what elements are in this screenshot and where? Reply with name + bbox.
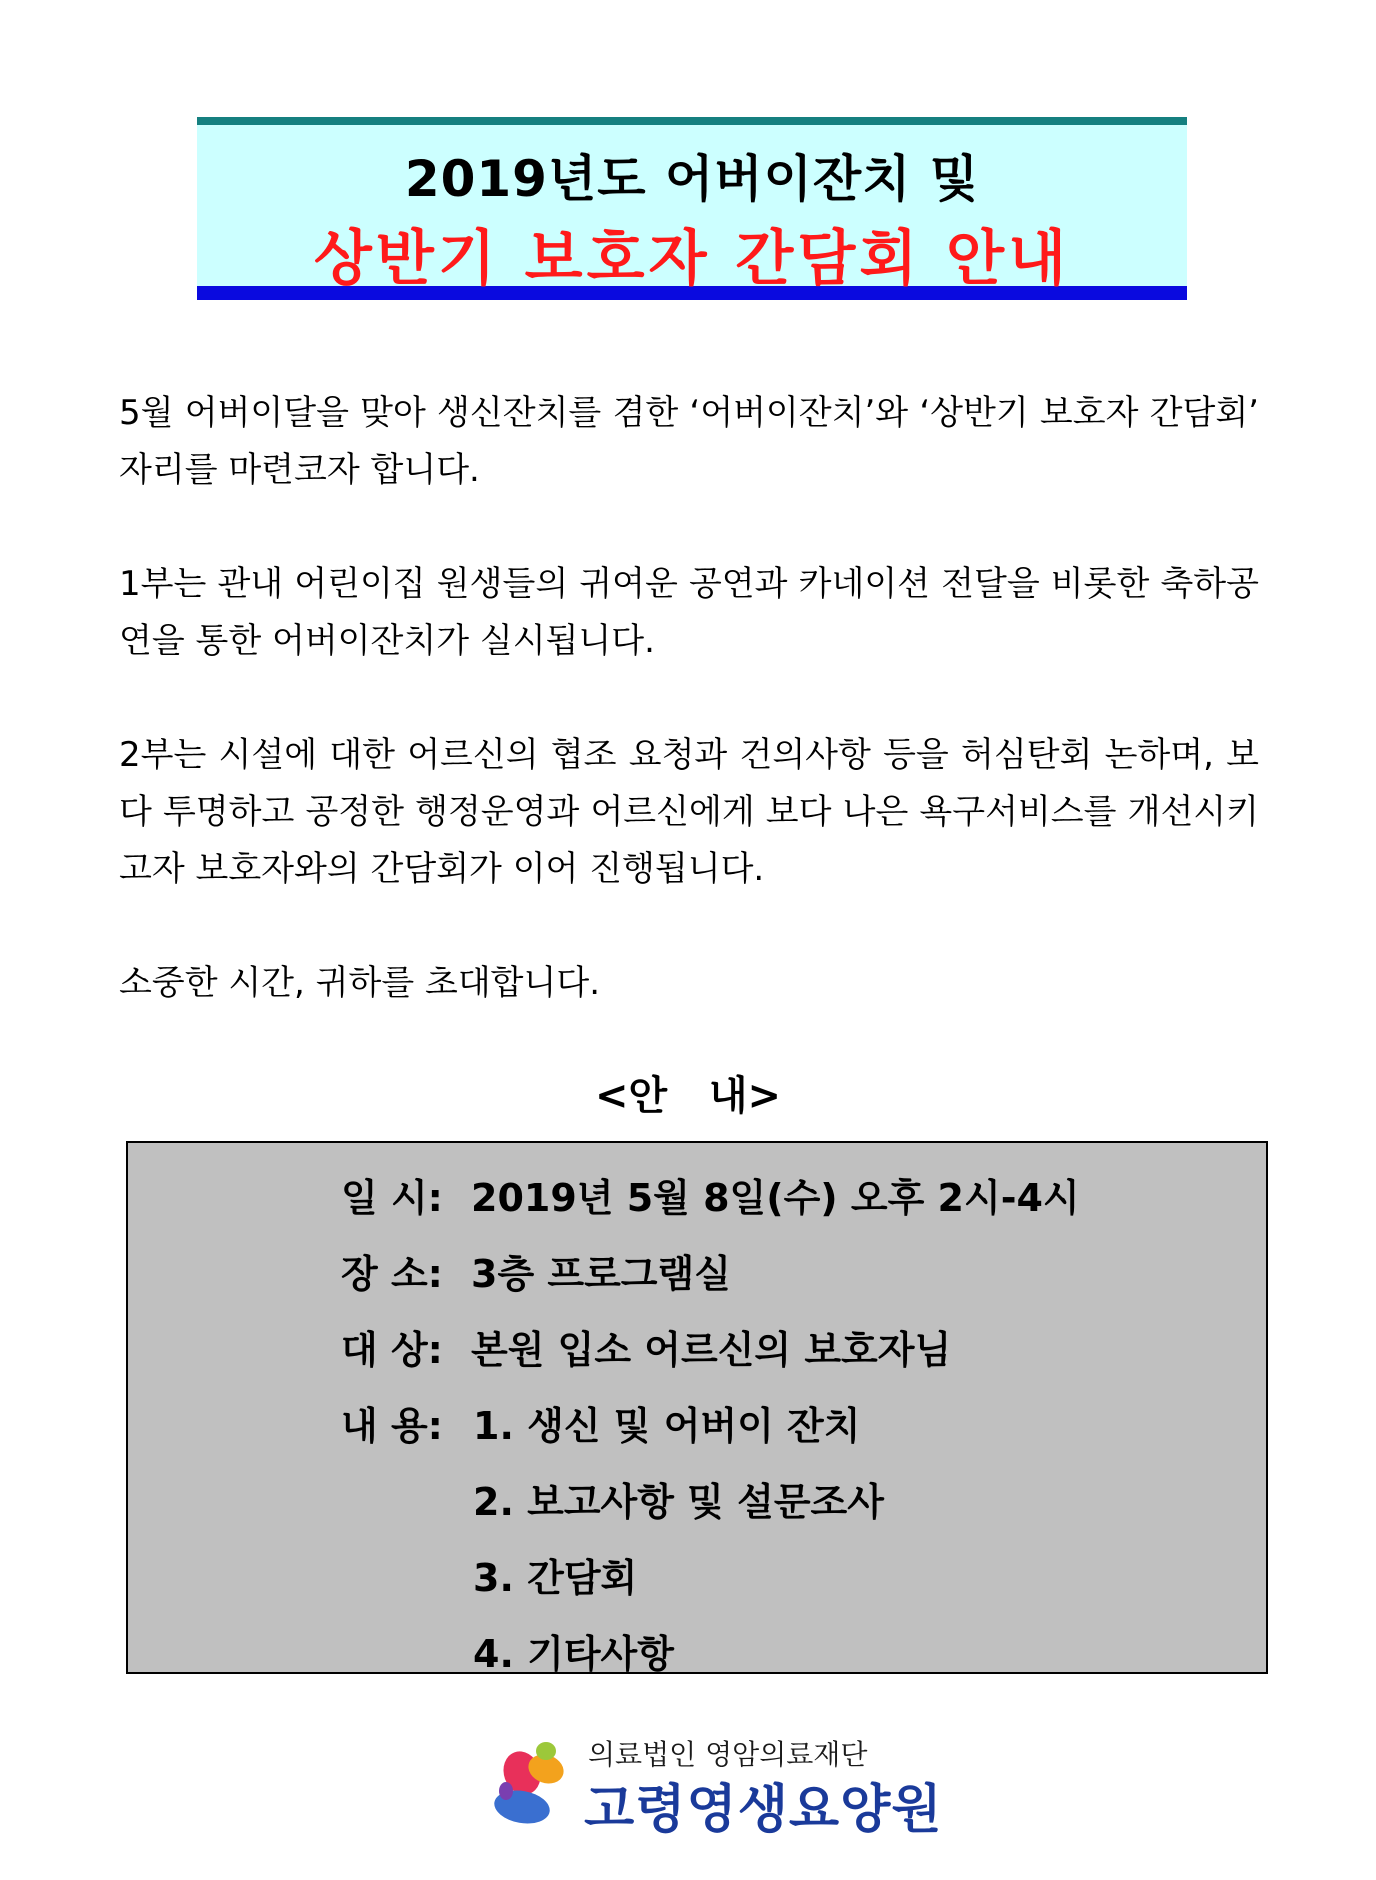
datetime-value: 2019년 5월 8일(수) 오후 2시-4시: [471, 1176, 1080, 1220]
part2-paragraph: 2부는 시설에 대한 어르신의 협조 요청과 건의사항 등을 허심탄회 논하며, 보다 투명하고 공정한 행정운영과 어르신에게 보다 나은 욕구서비스를 개선시키고자 보호자와의 간담회가 이어 진행됩니다.: [119, 735, 1259, 889]
info-datetime: [341, 1168, 1080, 1228]
event-info-box: [126, 1141, 1268, 1674]
info-target: [341, 1320, 951, 1380]
content-item: 1. 생신 및 어버이 잔치: [473, 1404, 861, 1448]
invitation-paragraph: 소중한 시간, 귀하를 초대합니다.: [119, 963, 601, 1003]
part1-paragraph: 1부는 관내 어린이집 원생들의 귀여운 공연과 카네이션 전달을 비롯한 축하공연을 통한 어버이잔치가 실시됩니다.: [119, 564, 1259, 661]
organization-logo: [484, 1725, 943, 1840]
title-line-1: 2019년도 어버이잔치 및: [404, 150, 980, 208]
place-value: 3층 프로그램실: [471, 1252, 731, 1296]
target-label: 대 상:: [341, 1328, 443, 1372]
place-label: 장 소:: [341, 1252, 443, 1296]
content-label: 내 용:: [341, 1404, 443, 1448]
info-content: [341, 1396, 471, 1456]
content-item: 2. 보고사항 및 설문조사: [473, 1480, 884, 1524]
logo-name: 고령영생요양원: [584, 1780, 943, 1840]
organization-logo-icon: [484, 1733, 584, 1833]
info-place: [341, 1244, 731, 1304]
title-banner: [197, 117, 1187, 300]
annotation-heading: <안 내>: [594, 1073, 782, 1119]
intro-paragraph: 5월 어버이달을 맞아 생신잔치를 겸한 ‘어버이잔치’와 ‘상반기 보호자 간담회’ 자리를 마련코자 합니다.: [119, 393, 1259, 490]
title-line-2: 상반기 보호자 간담회 안내: [313, 224, 1071, 294]
content-item: 4. 기타사항: [473, 1632, 674, 1676]
content-item: 3. 간담회: [473, 1556, 638, 1600]
target-value: 본원 입소 어르신의 보호자님: [471, 1328, 952, 1372]
logo-subtitle: 의료법인 영암의료재단: [588, 1738, 868, 1771]
datetime-label: 일 시:: [341, 1176, 443, 1220]
